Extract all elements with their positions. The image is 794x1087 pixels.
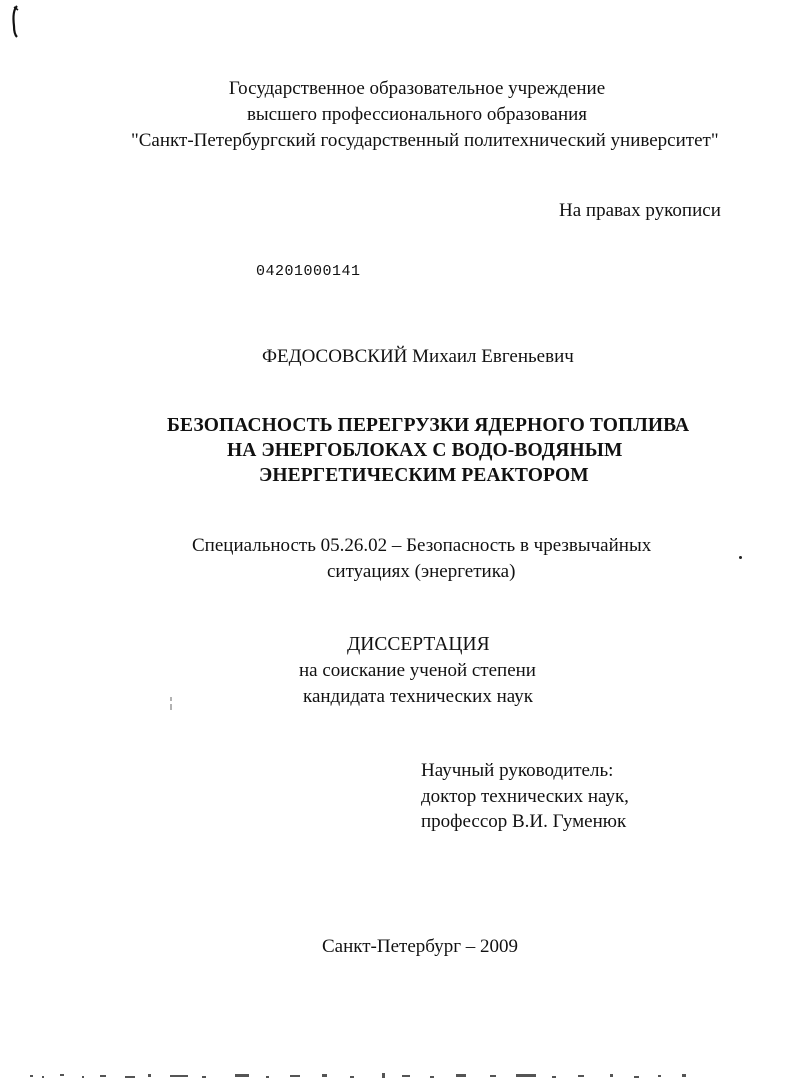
manuscript-rights-note: На правах рукописи bbox=[559, 200, 721, 221]
thesis-title-line-3: ЭНЕРГЕТИЧЕСКИМ РЕАКТОРОМ bbox=[259, 465, 589, 486]
scan-artifact-mark bbox=[8, 4, 22, 38]
supervisor-degree: доктор технических наук, bbox=[421, 786, 629, 807]
thesis-title-line-2: НА ЭНЕРГОБЛОКАХ С ВОДО-ВОДЯНЫМ bbox=[227, 440, 623, 461]
header-university-name: "Санкт-Петербургский государственный политехнический университет" bbox=[131, 130, 719, 151]
place-and-year: Санкт-Петербург – 2009 bbox=[322, 936, 519, 957]
dissertation-degree-line-2: кандидата технических наук bbox=[303, 686, 533, 707]
specialty-line-2: ситуациях (энергетика) bbox=[327, 561, 516, 582]
scan-bottom-noise bbox=[30, 1071, 730, 1081]
dissertation-heading: ДИССЕРТАЦИЯ bbox=[347, 634, 490, 655]
scan-artifact-tick bbox=[168, 697, 174, 711]
supervisor-label: Научный руководитель: bbox=[421, 760, 614, 781]
scan-dust-speck bbox=[739, 556, 742, 559]
header-education-level: высшего профессионального образования bbox=[246, 104, 588, 125]
author-name: ФЕДОСОВСКИЙ Михаил Евгеньевич bbox=[262, 346, 574, 367]
thesis-title-line-1: БЕЗОПАСНОСТЬ ПЕРЕГРУЗКИ ЯДЕРНОГО ТОПЛИВА bbox=[167, 415, 690, 436]
header-institution-type: Государственное образовательное учреждение bbox=[228, 78, 606, 99]
registration-number: 04201000141 bbox=[256, 263, 361, 280]
dissertation-degree-line-1: на соискание ученой степени bbox=[299, 660, 536, 681]
specialty-line-1: Специальность 05.26.02 – Безопасность в чрезвычайных bbox=[192, 535, 652, 556]
supervisor-name: профессор В.И. Гуменюк bbox=[421, 811, 627, 832]
